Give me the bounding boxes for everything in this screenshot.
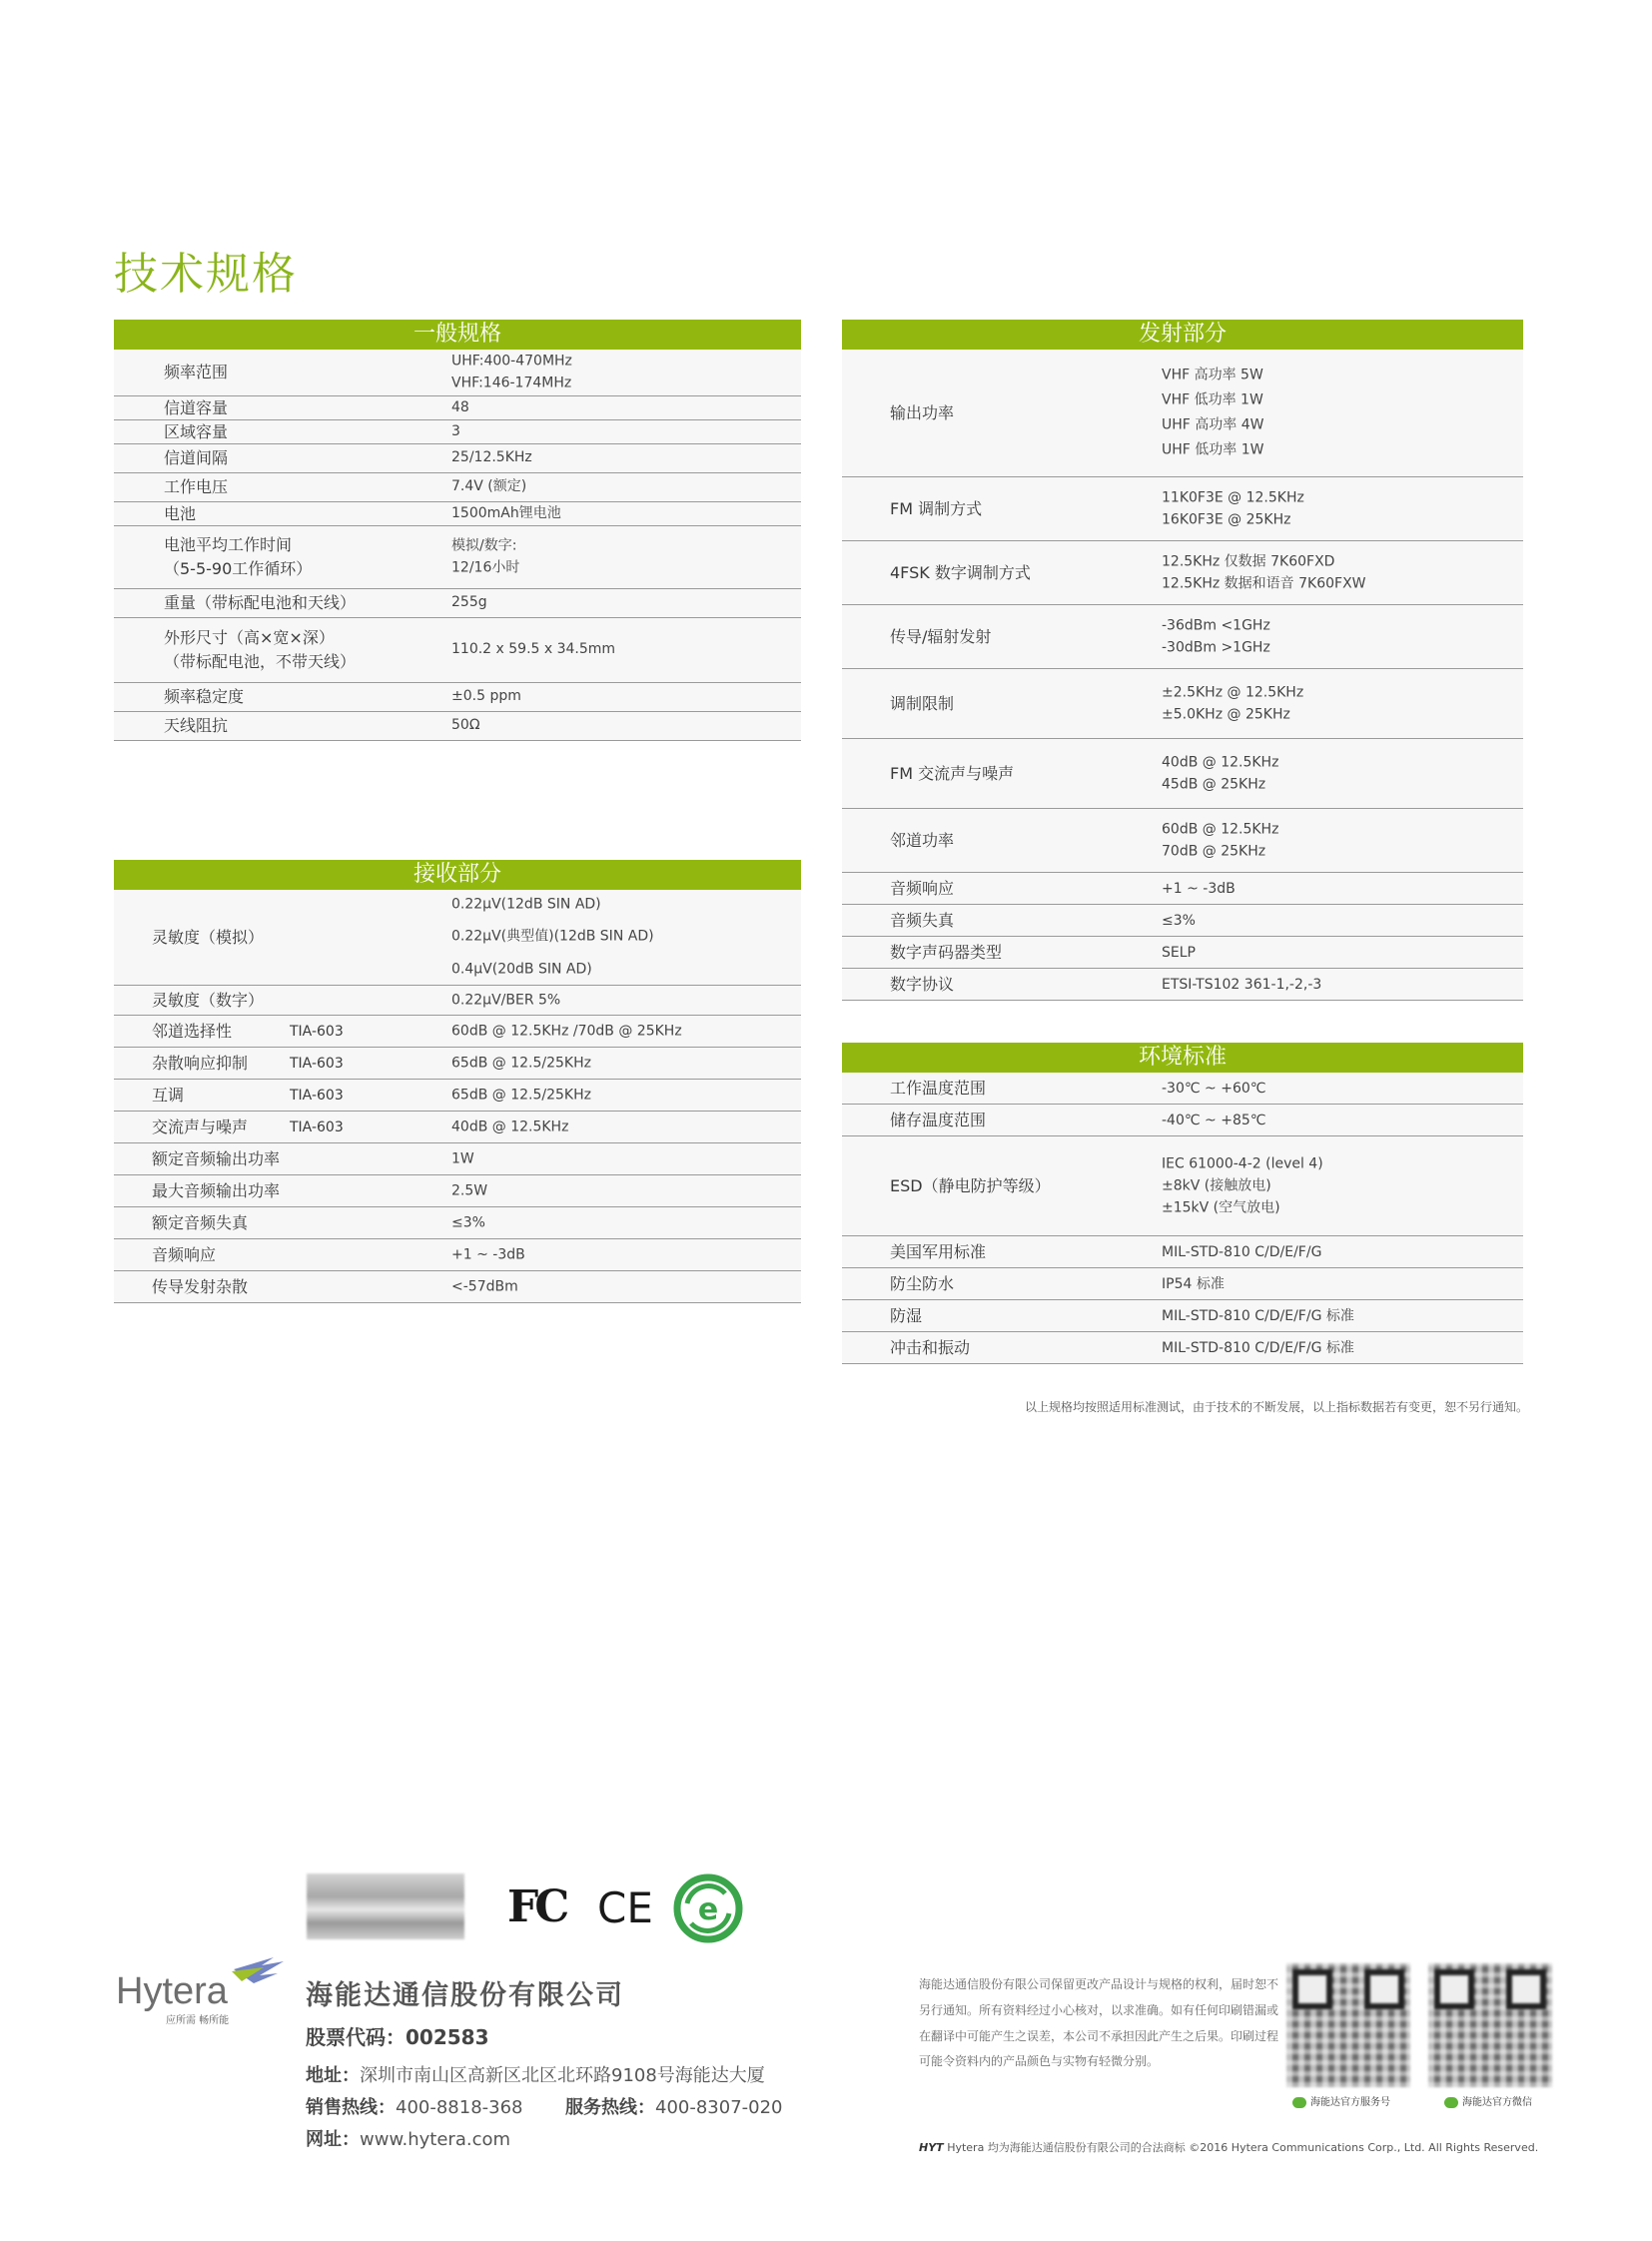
- wechat-icon: [1444, 2097, 1458, 2108]
- spec-value: [451, 351, 572, 393]
- spec-value-line: 16K0F3E @ 25KHz: [1162, 511, 1291, 528]
- general-spec-row: [114, 444, 801, 473]
- transmit-spec-row: [842, 669, 1523, 739]
- spec-value-line: 0.22μV(12dB SIN AD): [451, 896, 601, 913]
- spec-value-line: ≤3%: [1162, 912, 1196, 929]
- spec-value: [1162, 751, 1278, 796]
- spec-value-line: 1W: [451, 1150, 474, 1167]
- general-spec-row: [114, 350, 801, 396]
- spec-value-line: +1 ~ -3dB: [1162, 880, 1236, 897]
- spec-value-line: UHF 低功率 1W: [1162, 441, 1264, 458]
- qr-code-official-wechat: [1428, 1963, 1552, 2087]
- receive-spec-row: [114, 1016, 801, 1048]
- page-title: 技术规格: [114, 249, 298, 300]
- receive-spec-row: [114, 1143, 801, 1175]
- address: [306, 2061, 765, 2087]
- receive-specs-header: 接收部分: [114, 860, 801, 890]
- sales-label: 销售热线：: [306, 2097, 396, 2118]
- spec-value-line: SELP: [1162, 944, 1196, 961]
- general-specs-table: [114, 320, 801, 741]
- spec-label: 区域容量: [164, 421, 229, 441]
- spec-value-line: VHF 低功率 1W: [1162, 391, 1263, 408]
- spec-value-line: -36dBm <1GHz: [1162, 617, 1270, 634]
- environment-specs-header: 环境标准: [842, 1043, 1523, 1073]
- general-spec-row: [114, 396, 801, 420]
- environment-spec-row: [842, 1073, 1523, 1105]
- receive-spec-row: [114, 1048, 801, 1080]
- receive-spec-row: [114, 1112, 801, 1143]
- spec-value: [1162, 1152, 1323, 1219]
- environment-spec-row: [842, 1268, 1523, 1300]
- spec-value-line: 0.4μV(20dB SIN AD): [451, 961, 592, 978]
- spec-value-line: 50Ω: [451, 717, 480, 734]
- spec-value-line: 110.2 x 59.5 x 34.5mm: [451, 641, 616, 658]
- spec-value-line: 65dB @ 12.5/25KHz: [451, 1055, 591, 1072]
- spec-value-line: ±2.5KHz @ 12.5KHz: [1162, 684, 1304, 701]
- spec-label: 频率范围: [164, 363, 229, 381]
- spec-label: 互调: [152, 1085, 185, 1105]
- spec-value: [451, 686, 521, 708]
- spec-label: 4FSK 数字调制方式: [890, 562, 1031, 582]
- spec-value-line: 25/12.5KHz: [451, 449, 532, 466]
- spec-value-line: -30℃ ~ +60℃: [1162, 1080, 1266, 1097]
- receive-spec-row: [114, 1271, 801, 1303]
- qr-caption-wechat: [1444, 2093, 1532, 2108]
- environment-spec-row: [842, 1236, 1523, 1268]
- spec-value: [451, 1142, 474, 1175]
- stock-code: [306, 2021, 489, 2050]
- hyt-mark: HYT: [919, 2141, 944, 2154]
- spec-value: [451, 1206, 485, 1239]
- svg-text:e: e: [697, 1892, 719, 1927]
- qr1-caption-text: 海能达官方服务号: [1310, 2097, 1390, 2108]
- spec-label: 信道间隔: [164, 448, 229, 467]
- spec-value: [1162, 1272, 1225, 1294]
- spec-value-line: 48: [451, 398, 469, 415]
- spec-value: [1162, 614, 1270, 659]
- general-spec-row: [114, 618, 801, 683]
- spec-value-line: 255g: [451, 594, 487, 611]
- spec-label: 最大音频输出功率: [152, 1180, 281, 1200]
- spec-value-line: 12.5KHz 数据和语音 7K60FXW: [1162, 575, 1366, 592]
- spec-label: 重量（带标配电池和天线）: [164, 593, 357, 612]
- web-link[interactable]: www.hytera.com: [360, 2129, 511, 2150]
- spec-value-line: UHF:400-470MHz: [451, 353, 572, 370]
- receive-spec-row: [114, 986, 801, 1016]
- spec-value: [1162, 941, 1196, 963]
- spec-value-line: 40dB @ 12.5KHz: [1162, 754, 1279, 771]
- spec-value-line: 0.22μV(典型值)(12dB SIN AD): [451, 929, 654, 946]
- spec-value-line: ≤3%: [451, 1214, 485, 1231]
- general-spec-row: [114, 420, 801, 444]
- transmit-specs-table: [842, 320, 1523, 1001]
- transmit-spec-row: [842, 809, 1523, 873]
- spec-value-line: -30dBm >1GHz: [1162, 639, 1270, 656]
- spec-value-line: 45dB @ 25KHz: [1162, 776, 1266, 793]
- transmit-spec-row: [842, 969, 1523, 1001]
- spec-value-line: -40℃ ~ +85℃: [1162, 1112, 1266, 1128]
- spec-value: [451, 592, 487, 614]
- spec-value-line: ±8kV (接触放电): [1162, 1177, 1271, 1194]
- spec-value: [1162, 818, 1278, 863]
- sales-hotline: [306, 2093, 523, 2119]
- spec-value-line: MIL-STD-810 C/D/E/F/G 标准: [1162, 1339, 1354, 1356]
- spec-standard: TIA-603: [290, 1055, 344, 1072]
- transmit-spec-row: [842, 541, 1523, 605]
- environment-spec-row: [842, 1300, 1523, 1332]
- transmit-spec-row: [842, 605, 1523, 669]
- stock-label: 股票代码：: [306, 2025, 406, 2049]
- spec-value: [1162, 909, 1196, 931]
- spec-value: [451, 984, 560, 1017]
- certification-mark-image: [307, 1873, 464, 1939]
- spec-value: [451, 888, 654, 987]
- spec-value-line: 1500mAh锂电池: [451, 504, 561, 521]
- spec-value-line: 2.5W: [451, 1182, 488, 1199]
- spec-value: [1162, 1077, 1266, 1099]
- spec-label: 外形尺寸（高×宽×深） （带标配电池，不带天线）: [164, 628, 357, 671]
- receive-spec-row: [114, 1175, 801, 1207]
- spec-label: 额定音频失真: [152, 1212, 249, 1232]
- receive-spec-row: [114, 1207, 801, 1239]
- sales-value: 400-8818-368: [396, 2097, 523, 2118]
- spec-value: [451, 535, 519, 578]
- environment-spec-row: [842, 1136, 1523, 1236]
- spec-value-line: UHF 高功率 4W: [1162, 416, 1264, 433]
- spec-note: 以上规格均按照适用标准测试，由于技术的不断发展，以上指标数据若有变更，恕不另行通知。: [1024, 1400, 1528, 1414]
- company-name: 海能达通信股份有限公司: [306, 1980, 624, 2011]
- transmit-spec-row: [842, 477, 1523, 541]
- spec-label: 数字协议: [890, 974, 955, 994]
- spec-value-line: 模拟/数字:: [451, 537, 517, 554]
- spec-value-line: VHF 高功率 5W: [1162, 367, 1263, 383]
- service-value: 400-8307-020: [655, 2097, 783, 2118]
- spec-value: [1162, 877, 1236, 899]
- spec-value-line: 60dB @ 12.5KHz: [1162, 821, 1279, 838]
- spec-value: [1162, 681, 1303, 726]
- recycle-eco-icon: [673, 1873, 743, 1943]
- spec-value-line: IEC 61000-4-2 (level 4): [1162, 1154, 1323, 1171]
- spec-value: [451, 1047, 591, 1080]
- transmit-spec-row: [842, 937, 1523, 969]
- transmit-spec-row: [842, 350, 1523, 477]
- spec-value: [451, 421, 460, 443]
- trademark-line: [919, 2139, 1538, 2155]
- spec-label: 频率稳定度: [164, 687, 245, 706]
- spec-value-line: +1 ~ -3dB: [451, 1246, 525, 1263]
- spec-label: 电池: [164, 503, 197, 523]
- environment-spec-row: [842, 1332, 1523, 1364]
- wechat-icon: [1292, 2097, 1306, 2108]
- disclaimer-text: 海能达通信股份有限公司保留更改产品设计与规格的权利，届时恕不另行通知。所有资料经过小心核对，以求准确。如有任何印刷错漏或在翻译中可能产生之误差，本公司不承担因此产生之后果。印刷过程可能令资料内的产品颜色与实物有轻微分别。: [919, 1977, 1279, 2069]
- stock-value: 002583: [406, 2025, 489, 2049]
- general-spec-row: [114, 712, 801, 741]
- spec-value-line: ETSI-TS102 361-1,-2,-3: [1162, 976, 1322, 993]
- hytera-logo-text: Hytera: [116, 1970, 228, 2012]
- transmit-spec-row: [842, 905, 1523, 937]
- spec-value-line: ±15kV (空气放电): [1162, 1199, 1280, 1216]
- website: [306, 2125, 510, 2151]
- spec-value-line: 40dB @ 12.5KHz: [451, 1119, 569, 1135]
- service-hotline: [565, 2093, 783, 2119]
- spec-value-line: 11K0F3E @ 12.5KHz: [1162, 489, 1304, 506]
- hytera-slogan: 应所需 畅所能: [166, 2015, 230, 2026]
- spec-value-line: 3: [451, 422, 460, 439]
- spec-label: 防湿: [890, 1305, 923, 1325]
- spec-label: FM 交流声与噪声: [890, 763, 1015, 783]
- spec-value: [451, 1015, 682, 1048]
- spec-value-line: 7.4V (额定): [451, 478, 527, 495]
- transmit-spec-row: [842, 739, 1523, 809]
- spec-value-line: ±0.5 ppm: [451, 688, 521, 705]
- spec-label: 防尘防水: [890, 1273, 955, 1293]
- receive-spec-row: [114, 890, 801, 986]
- address-label: 地址：: [306, 2065, 360, 2086]
- transmit-specs-header: 发射部分: [842, 320, 1523, 350]
- spec-label: 数字声码器类型: [890, 942, 1003, 962]
- general-specs-header: 一般规格: [114, 320, 801, 350]
- spec-label: 天线阻抗: [164, 716, 229, 735]
- spec-label: ESD（静电防护等级）: [890, 1175, 1051, 1195]
- spec-value: [451, 447, 532, 469]
- spec-standard: TIA-603: [290, 1087, 344, 1104]
- spec-label: FM 调制方式: [890, 498, 983, 518]
- spec-label: 交流声与噪声: [152, 1117, 249, 1136]
- general-spec-row: [114, 502, 801, 526]
- spec-label: 杂散响应抑制: [152, 1053, 249, 1073]
- qr2-caption-text: 海能达官方微信: [1462, 2097, 1532, 2108]
- general-spec-row: [114, 473, 801, 502]
- environment-spec-row: [842, 1105, 1523, 1136]
- spec-label: 调制限制: [890, 693, 955, 713]
- spec-value: [451, 715, 480, 737]
- general-spec-row: [114, 683, 801, 712]
- spec-value-line: 12/16小时: [451, 559, 520, 575]
- spec-value: [451, 1270, 518, 1303]
- spec-value: [451, 1238, 525, 1271]
- spec-value: [1162, 1109, 1266, 1130]
- spec-value-line: 12.5KHz 仅数据 7K60FXD: [1162, 553, 1335, 570]
- spec-value: [1162, 1304, 1354, 1326]
- address-value: 深圳市南山区高新区北区北环路9108号海能达大厦: [360, 2065, 765, 2086]
- spec-label: 邻道选择性: [152, 1021, 233, 1041]
- spec-value-line: IP54 标准: [1162, 1275, 1225, 1292]
- spec-label: 音频失真: [890, 910, 955, 930]
- qr-code-service-account: [1286, 1963, 1410, 2087]
- general-spec-row: [114, 526, 801, 589]
- qr-caption-service: [1292, 2093, 1390, 2108]
- spec-label: 邻道功率: [890, 830, 955, 850]
- spec-value-line: ±5.0KHz @ 25KHz: [1162, 706, 1290, 723]
- spec-label: 传导发射杂散: [152, 1276, 249, 1296]
- spec-value: [451, 397, 469, 419]
- trademark-text: 均为海能达通信股份有限公司的合法商标 ©2016 Hytera Communications Corp., Ltd. All Rights Reserved.: [987, 2141, 1539, 2154]
- spec-value-line: VHF:146-174MHz: [451, 374, 572, 390]
- spec-label: 美国军用标准: [890, 1241, 987, 1261]
- spec-value-line: 65dB @ 12.5/25KHz: [451, 1087, 591, 1104]
- spec-label: 信道容量: [164, 397, 229, 417]
- spec-label: 冲击和振动: [890, 1337, 971, 1357]
- spec-value: [1162, 1240, 1321, 1262]
- receive-spec-row: [114, 1080, 801, 1112]
- spec-value: [1162, 486, 1304, 531]
- spec-label: 工作电压: [164, 477, 229, 496]
- hytera-logo: [114, 1951, 284, 2031]
- spec-value: [1162, 1336, 1354, 1358]
- spec-value-line: 60dB @ 12.5KHz /70dB @ 25KHz: [451, 1023, 682, 1040]
- spec-label: 音频响应: [890, 878, 955, 898]
- spec-label: 工作温度范围: [890, 1078, 987, 1098]
- environment-specs-table: [842, 1043, 1523, 1364]
- spec-value: [451, 476, 526, 498]
- spec-value-line: <-57dBm: [451, 1278, 518, 1295]
- spec-value: [1162, 363, 1263, 463]
- spec-label: 灵敏度（数字）: [152, 990, 265, 1010]
- web-label: 网址：: [306, 2129, 360, 2150]
- receive-spec-row: [114, 1239, 801, 1271]
- spec-value: [1162, 973, 1321, 995]
- spec-value-line: 0.22μV/BER 5%: [451, 992, 561, 1009]
- spec-label: 额定音频输出功率: [152, 1148, 281, 1168]
- spec-standard: TIA-603: [290, 1119, 344, 1135]
- spec-standard: TIA-603: [290, 1023, 344, 1040]
- spec-value: [451, 503, 561, 525]
- service-label: 服务热线：: [565, 2097, 655, 2118]
- spec-value: [451, 1111, 568, 1143]
- spec-value: [451, 639, 615, 661]
- spec-label: 电池平均工作时间 （5-5-90工作循环）: [164, 535, 313, 578]
- receive-specs-table: [114, 860, 801, 1303]
- general-spec-row: [114, 589, 801, 618]
- spec-label: 输出功率: [890, 402, 955, 422]
- spec-label: 传导/辐射发射: [890, 626, 992, 646]
- spec-value-line: MIL-STD-810 C/D/E/F/G: [1162, 1243, 1322, 1260]
- fcc-logo: FC: [507, 1881, 566, 1932]
- spec-value: [451, 1174, 487, 1207]
- spec-label: 储存温度范围: [890, 1110, 987, 1129]
- spec-value: [451, 1079, 591, 1112]
- hytera-mark: Hytera: [947, 2141, 985, 2154]
- spec-value: [1162, 550, 1366, 595]
- spec-value-line: MIL-STD-810 C/D/E/F/G 标准: [1162, 1307, 1354, 1324]
- ce-logo: CE: [597, 1883, 653, 1932]
- spec-label: 音频响应: [152, 1244, 217, 1264]
- transmit-spec-row: [842, 873, 1523, 905]
- spec-value-line: 70dB @ 25KHz: [1162, 843, 1266, 860]
- spec-label: 灵敏度（模拟）: [152, 927, 265, 947]
